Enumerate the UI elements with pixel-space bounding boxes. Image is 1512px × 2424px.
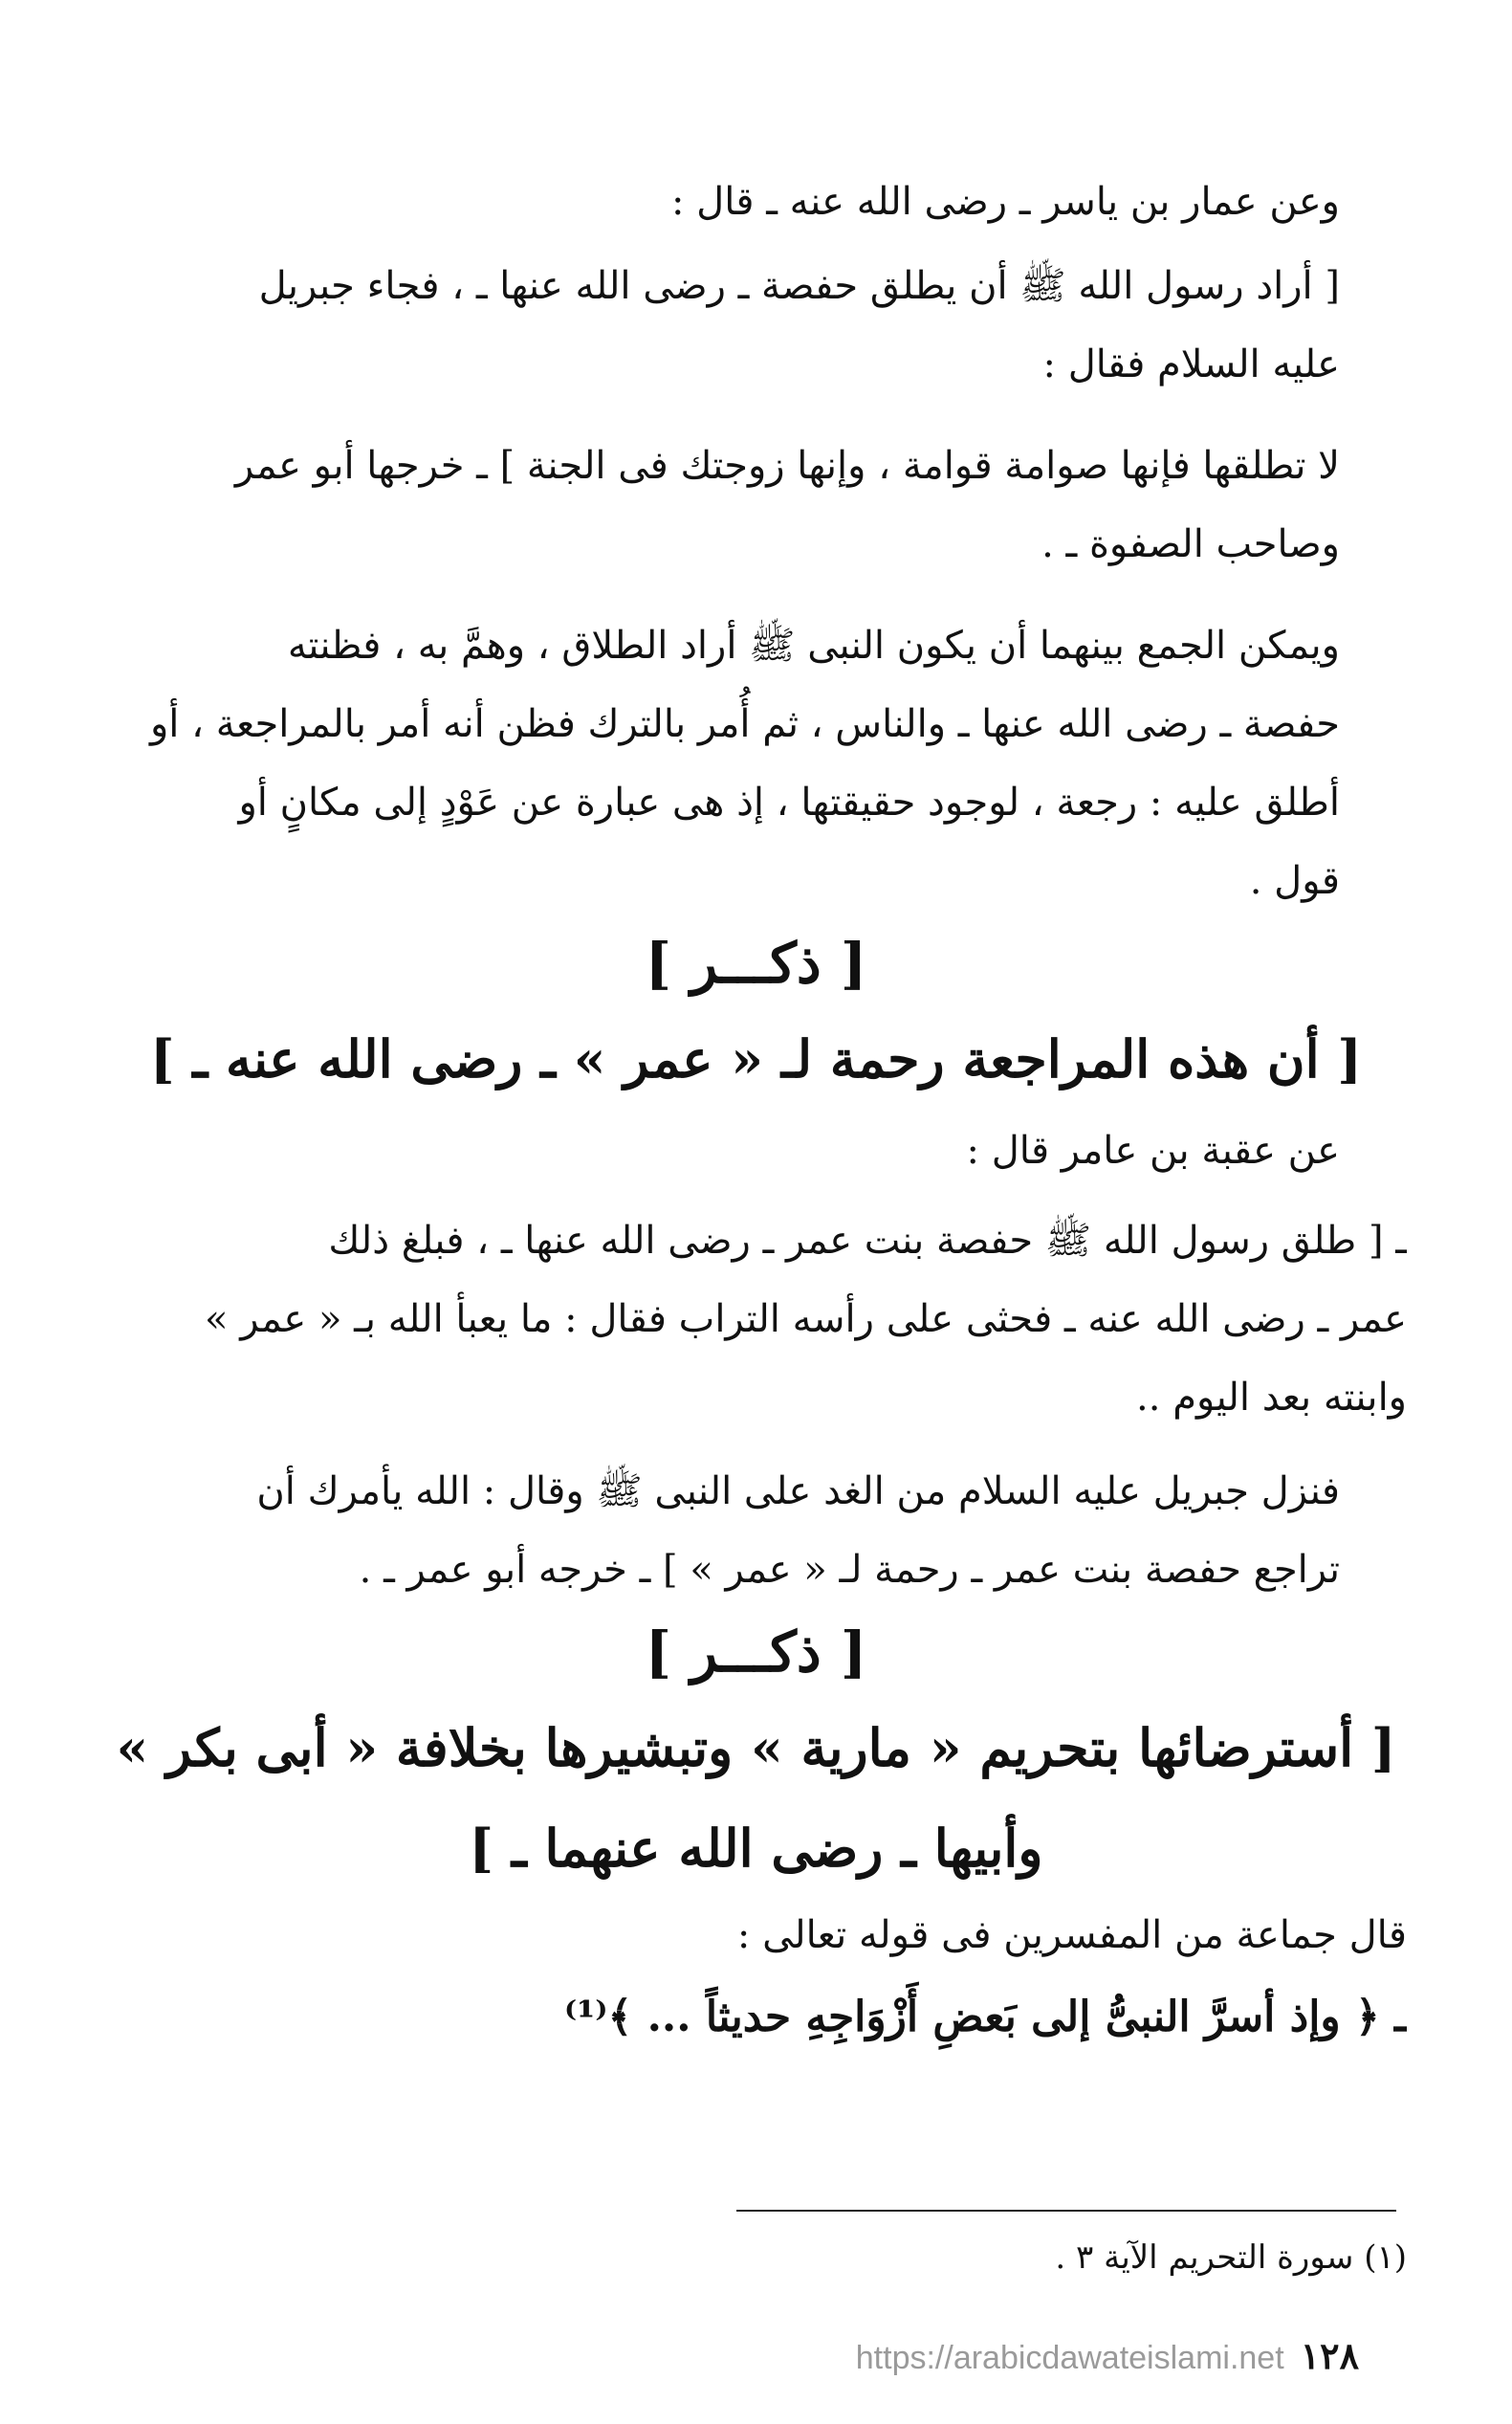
paragraph-5 [105,1112,1407,1190]
text-line: عليه السلام فقال : [1042,342,1340,386]
page-footer [498,2334,1359,2377]
text-line: أطلق عليه : رجعة ، لوجود حقيقتها ، إذ هى عبارة عن عَوْدٍ إلى مكانٍ أو [238,781,1340,825]
text-line: قال جماعة من المفسرين فى قوله تعالى : [736,1913,1407,1957]
section-title-2-line-1: [ أسترضائها بتحريم « مارية » وتبشيرها بخلافة « أبى بكر » [116,1717,1396,1778]
text-line: وعن عمار بن ياسر ـ رضى الله عنه ـ قال : [670,180,1340,224]
section-heading-dhikr-2: [ ذكـــر ] [645,1620,867,1685]
paragraph-6 [105,1201,1407,1437]
verse-line: ـ ﴿ وإذ أسرَّ النبىُّ إلى بَعضِ أَزْوَاجِهِ حديثاً ... ﴾⁽¹⁾ [563,1993,1407,2041]
paragraph-3 [105,427,1407,584]
text-line: ـ [ طلق رسول الله ﷺ حفصة بنت عمر ـ رضى الله عنها ـ ، فبلغ ذلك [328,1219,1407,1263]
section-title-2-line-2: وأبيها ـ رضى الله عنهما ـ ] [469,1818,1043,1879]
section-heading-dhikr-1: [ ذكـــر ] [645,931,867,996]
footnote: (١) سورة التحريم الآية ٣ . [1055,2238,1407,2277]
text-line: [ أراد رسول الله ﷺ أن يطلق حفصة ـ رضى الله عنها ـ ، فجاء جبريل [258,264,1340,308]
footnote-divider [736,2210,1396,2212]
page-number: ١٢٨ [1300,2334,1359,2377]
website-url[interactable]: https://arabicdawateislami.net [855,2340,1284,2376]
quran-verse [105,1974,1407,2060]
text-line: لا تطلقها فإنها صوامة قوامة ، وإنها زوجتك فى الجنة ] ـ خرجها أبو عمر [234,444,1340,488]
text-line: وابنته بعد اليوم .. [1136,1376,1407,1420]
paragraph-4 [105,606,1407,920]
paragraph-7 [105,1452,1407,1609]
text-line: قول . [1249,859,1340,903]
paragraph-8 [105,1896,1407,1974]
text-line: عمر ـ رضى الله عنه ـ فحثى على رأسه التراب فقال : ما يعبأ الله بـ « عمر » [205,1297,1407,1341]
text-line: وصاحب الصفوة ـ . [1041,522,1340,566]
paragraph-2 [105,247,1407,404]
text-line: عن عقبة بن عامر قال : [966,1129,1340,1173]
section-title-1: [ أن هذه المراجعة رحمة لـ « عمر » ـ رضى الله عنه ـ ] [150,1028,1362,1090]
text-line: تراجع حفصة بنت عمر ـ رحمة لـ « عمر » ] ـ خرجه أبو عمر ـ . [359,1548,1340,1592]
paragraph-1 [105,163,1407,241]
text-line: فنزل جبريل عليه السلام من الغد على النبى ﷺ وقال : الله يأمرك أن [256,1469,1340,1513]
text-line: ويمكن الجمع بينهما أن يكون النبى ﷺ أراد الطلاق ، وهمَّ به ، فظنته [287,624,1340,668]
text-line: حفصة ـ رضى الله عنها ـ والناس ، ثم أُمر بالترك فظن أنه أمر بالمراجعة ، أو [149,702,1340,746]
